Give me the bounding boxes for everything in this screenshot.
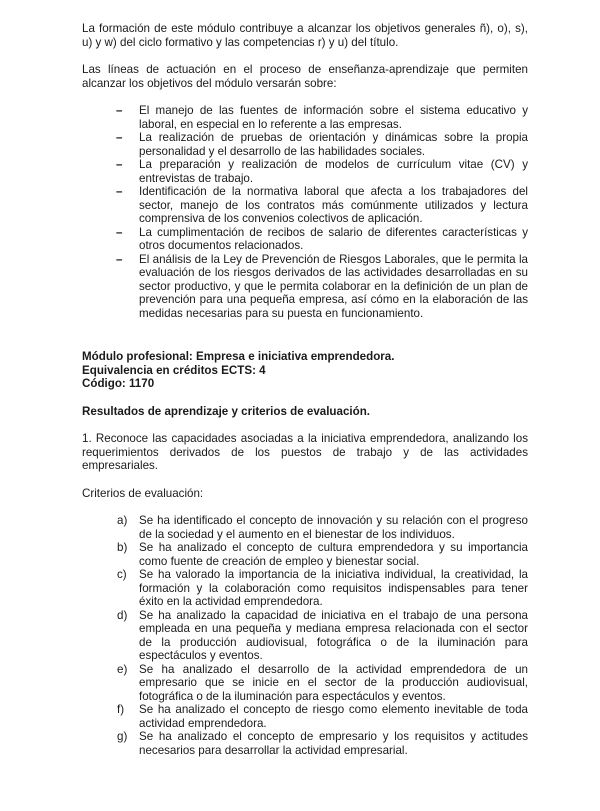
list-item (82, 663, 528, 704)
criterion-text: Se ha valorado la importancia de la iniciativa individual, la creatividad, la formación y la colaboración como requisitos indispensables para tener éxito en la actividad emprendedora. (139, 568, 528, 608)
list-item-text: El manejo de las fuentes de información sobre el sistema educativo y laboral, en especial en lo referente a las empresas. (139, 104, 528, 131)
list-item-text: La realización de pruebas de orientación y dinámicas sobre la propia personalidad y el desarrollo de las habilidades sociales. (139, 131, 528, 158)
criterion-text: Se ha analizado el concepto de empresario y los requisitos y actitudes necesarios para desarrollar la actividad empresarial. (139, 730, 528, 757)
criterion-marker: c) (117, 568, 127, 581)
module-title: Módulo profesional: Empresa e iniciativa emprendedora. (82, 350, 395, 363)
module-ects: Equivalencia en créditos ECTS: 4 (82, 363, 266, 377)
module-code: Código: 1170 (82, 377, 155, 390)
list-item (82, 609, 528, 663)
criterion-marker: a) (117, 514, 128, 527)
action-lines-list (82, 104, 528, 320)
criterion-text: Se ha analizado el desarrollo de la actividad emprendedora de un empresario que se inicie en el sector de la producción audiovisual, fotográfica o de la iluminación para espectáculos y eventos. (139, 662, 528, 703)
dash-marker: – (116, 252, 123, 266)
list-item (82, 541, 528, 568)
list-item (82, 253, 528, 321)
criterion-text: Se ha analizado el concepto de riesgo como elemento inevitable de toda actividad emprendedora. (139, 703, 528, 730)
list-item (82, 226, 528, 253)
learning-result-1: 1. Reconoce las capacidades asociadas a la iniciativa emprendedora, analizando los requerimientos derivados de los puestos de trabajo y de las actividades empresariales. (82, 432, 528, 472)
list-item-text: El análisis de la Ley de Prevención de Riesgos Laborales, que le permita la evaluación de los riesgos derivados de las actividades desarrolladas en su sector productivo, y que le permita colaborar en la definición de un plan de prevención para una pequeña empresa, así cómo en la elaboración de las medidas necesarias para su puesta en funcionamiento. (139, 252, 528, 320)
criterion-marker: f) (117, 703, 125, 716)
dash-marker: – (116, 131, 123, 144)
criterion-marker: e) (117, 662, 128, 676)
list-item-text: Identificación de la normativa laboral que afecta a los trabajadores del sector, manejo de los contratos más comúnmente utilizados y lectura comprensiva de los convenios colectivos de aplicación. (139, 185, 528, 225)
dash-marker: – (116, 104, 123, 117)
criteria-list (82, 514, 528, 757)
lines-intro-paragraph: Las líneas de actuación en el proceso de enseñanza-aprendizaje que permiten alcanzar los objetivos del módulo versarán sobre: (82, 63, 528, 90)
intro-paragraph: La formación de este módulo contribuye a alcanzar los objetivos generales ñ), o), s), u) y w) del ciclo formativo y las competencias r) y u) del título. (82, 22, 528, 49)
list-item-text: La cumplimentación de recibos de salario de diferentes características y otros documentos relacionados. (139, 225, 528, 252)
dash-marker: – (116, 225, 123, 239)
list-item (82, 185, 528, 226)
criterion-marker: g) (117, 730, 128, 743)
list-item-text: La preparación y realización de modelos de currículum vitae (CV) y entrevistas de trabajo. (139, 158, 528, 185)
list-item (82, 104, 528, 131)
dash-marker: – (116, 158, 123, 171)
criterion-marker: d) (117, 608, 128, 622)
dash-marker: – (116, 185, 123, 198)
criterion-text: Se ha analizado la capacidad de iniciativa en el trabajo de una persona empleada en una pequeña y mediana empresa relacionada con el sector de la producción audiovisual, fotográfica o de la iluminación para espectáculos y eventos. (139, 608, 528, 662)
list-item (82, 703, 528, 730)
criterion-text: Se ha analizado el concepto de cultura emprendedora y su importancia como fuente de creación de empleo y bienestar social. (139, 541, 528, 568)
results-heading: Resultados de aprendizaje y criterios de evaluación. (82, 404, 371, 418)
list-item (82, 568, 528, 609)
list-item (82, 158, 528, 185)
document-page (82, 22, 528, 757)
list-item (82, 730, 528, 757)
list-item (82, 131, 528, 158)
criterion-text: Se ha identificado el concepto de innovación y su relación con el progreso de la sociedad y el aumento en el bienestar de los individuos. (139, 514, 528, 541)
list-item (82, 514, 528, 541)
criteria-label: Criterios de evaluación: (82, 486, 204, 500)
module-header (82, 350, 528, 391)
criterion-marker: b) (117, 541, 128, 554)
